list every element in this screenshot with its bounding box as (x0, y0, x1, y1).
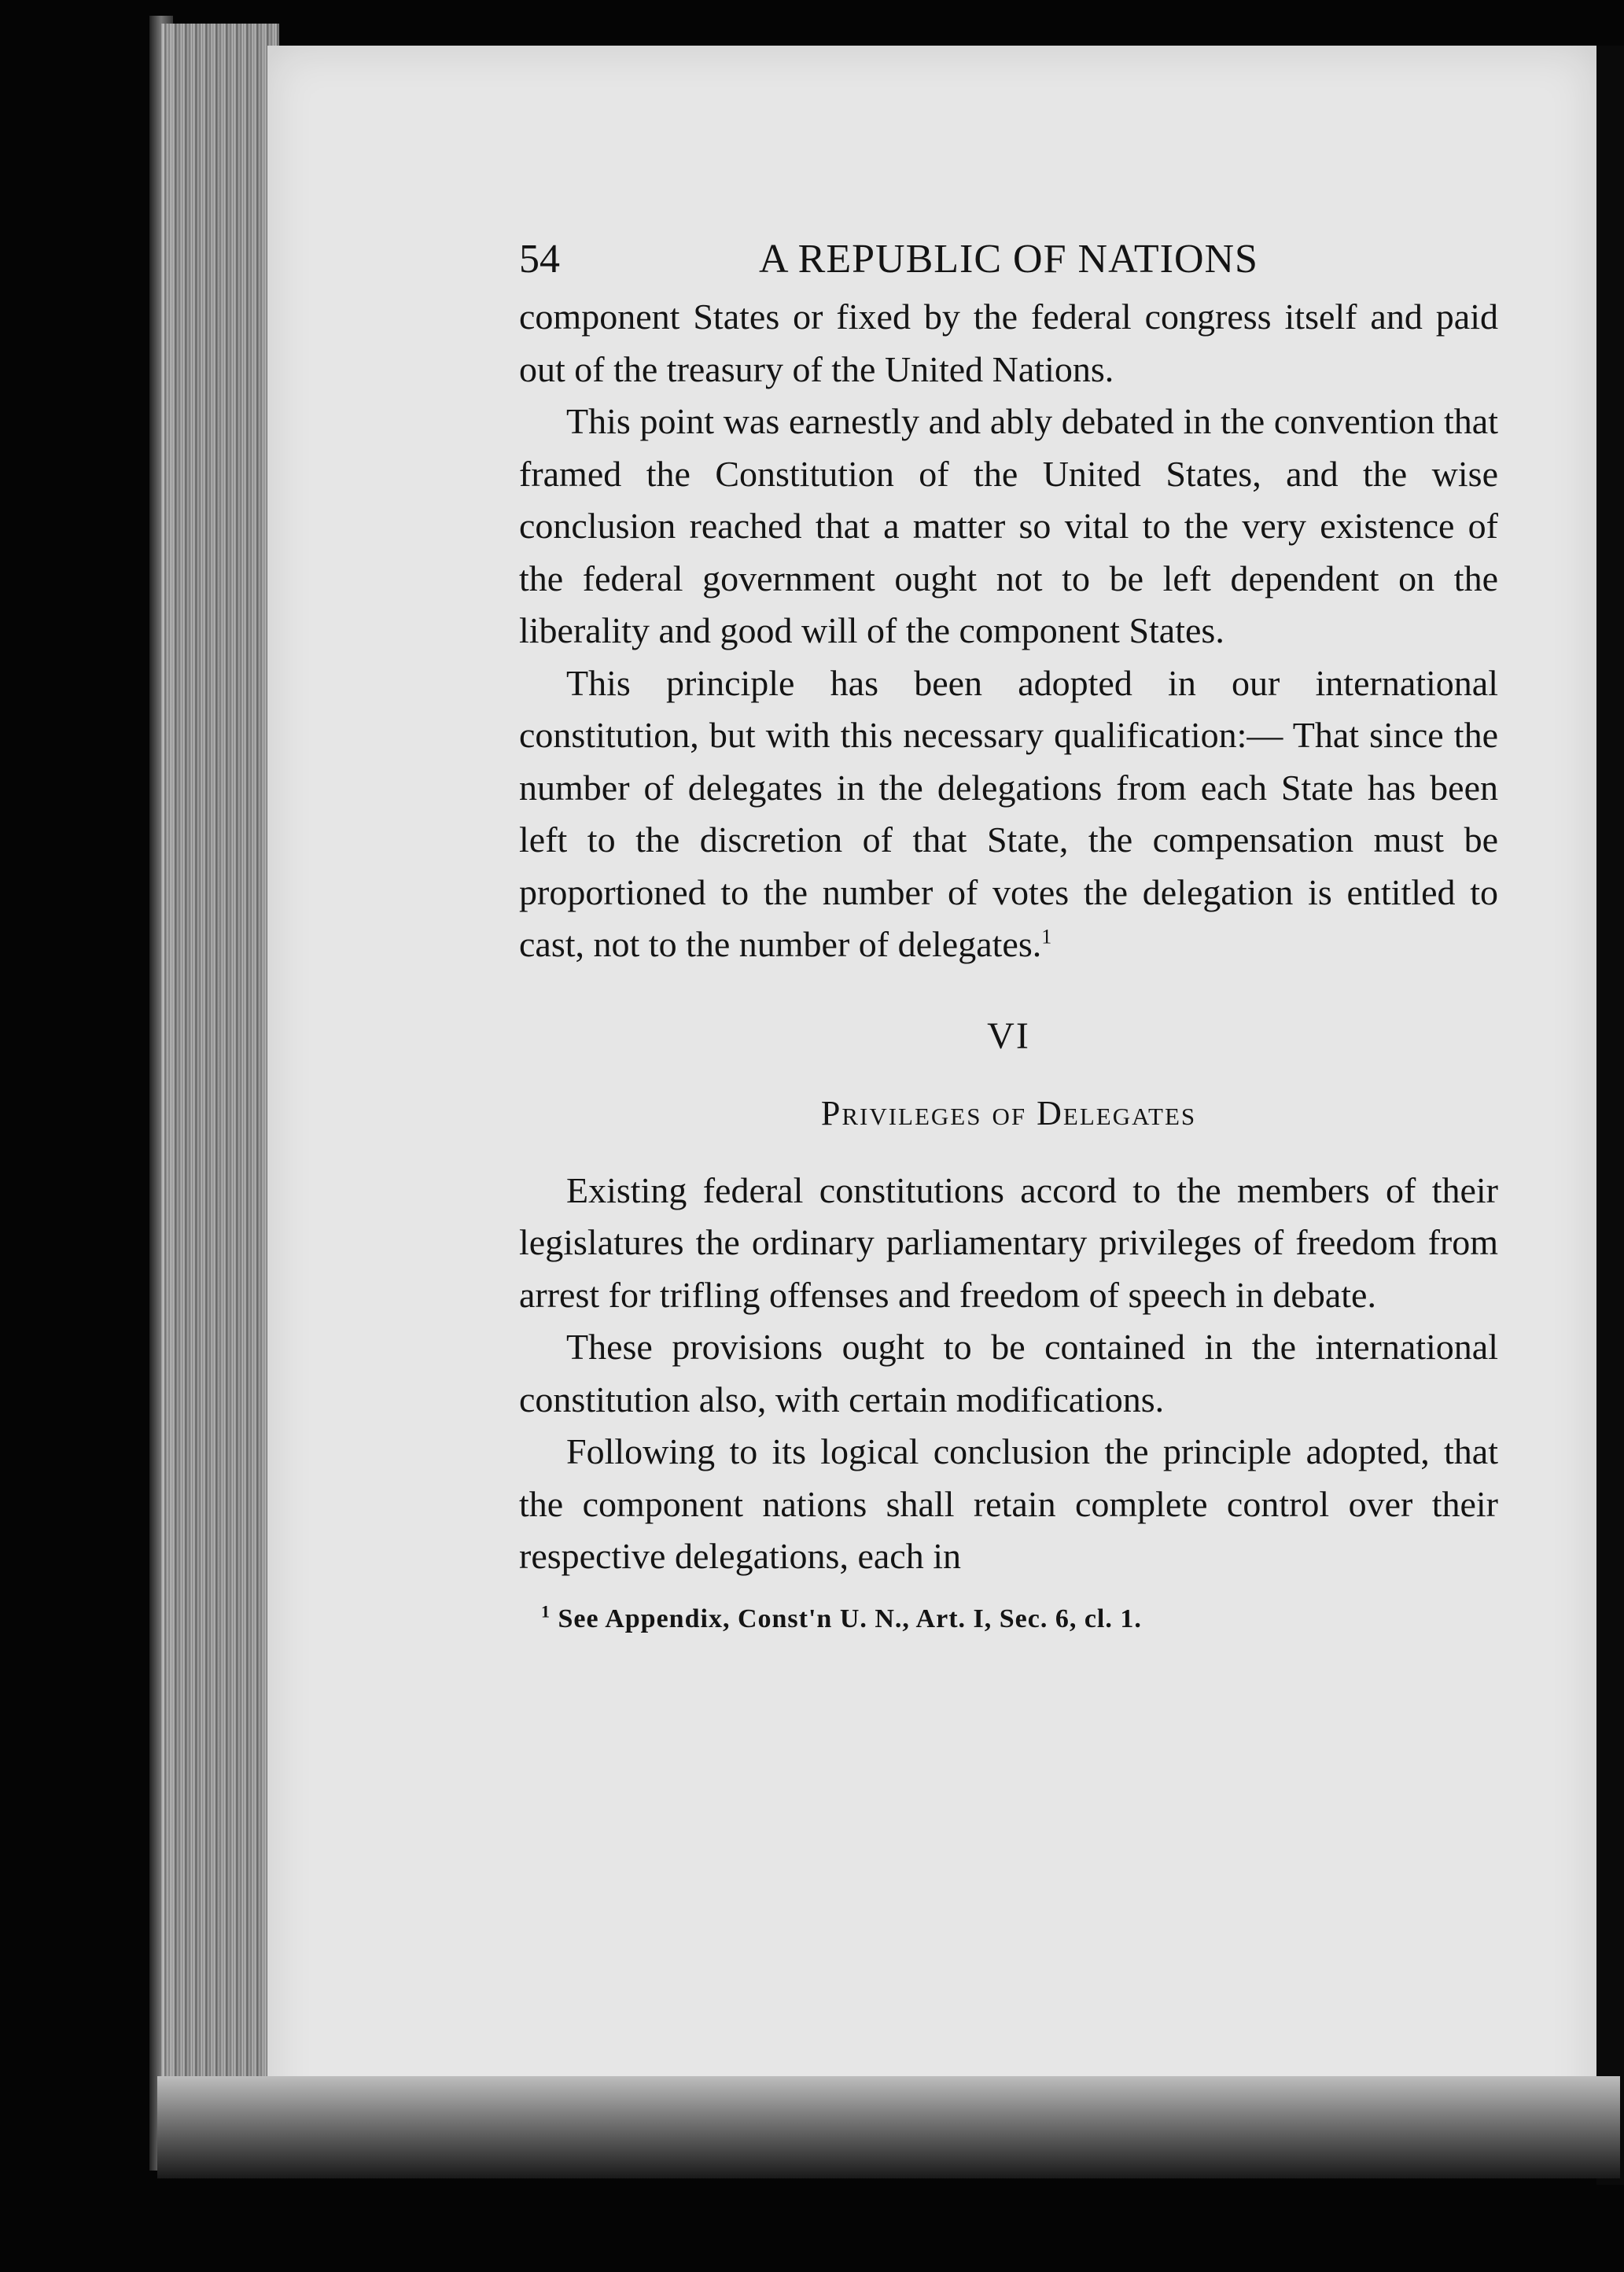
footnote-marker: 1 (541, 1601, 551, 1622)
page-number: 54 (519, 237, 560, 282)
section-number: VI (987, 1014, 1030, 1057)
footnote-reference: 1 (1041, 925, 1052, 948)
page-stack-edge (161, 24, 279, 2163)
footnote (519, 1597, 1498, 1641)
paragraph: This point was earnestly and ably debated in the convention that framed the Constitution of the United States, and the wise conclusion reached that a matter so vital to the very existence of the federal government ought not to be left dependent on the liberality and good will of the component States. (519, 401, 1498, 650)
page-text (519, 228, 1498, 1641)
footnote-text: See Appendix, Const'n U. N., Art. I, Sec. 6, cl. 1. (558, 1604, 1142, 1633)
paragraph: component States or fixed by the federal congress itself and paid out of the treasury of the United Nations. (519, 296, 1498, 389)
right-margin-shadow (1596, 46, 1624, 2185)
paragraph: These provisions ought to be contained in the international constitution also, with certain modifications. (519, 1327, 1498, 1420)
paragraph-with-footnote (519, 657, 1498, 971)
paragraph: Existing federal constitutions accord to the members of their legislatures the ordinary parliamentary privileges of freedom from arrest for trifling offenses and freedom of speech in debate. (519, 1169, 1498, 1315)
bottom-page-edge (157, 2076, 1620, 2178)
running-title: A REPUBLIC OF NATIONS (759, 237, 1258, 282)
section-title: Privileges of Delegates (820, 1093, 1197, 1132)
paragraph: Following to its logical conclusion the principle adopted, that the component nations shall retain complete control over their respective delegations, each in (519, 1431, 1498, 1576)
running-head (519, 228, 1498, 291)
paragraph-text: This principle has been adopted in our international constitution, but with this necessary qualification:— That since the number of delegates in the delegations from each State has been left to the discretion of that State, the compensation must be proportioned to the number of votes the delegation is entitled to cast, not to the number of delegates. (519, 662, 1498, 964)
